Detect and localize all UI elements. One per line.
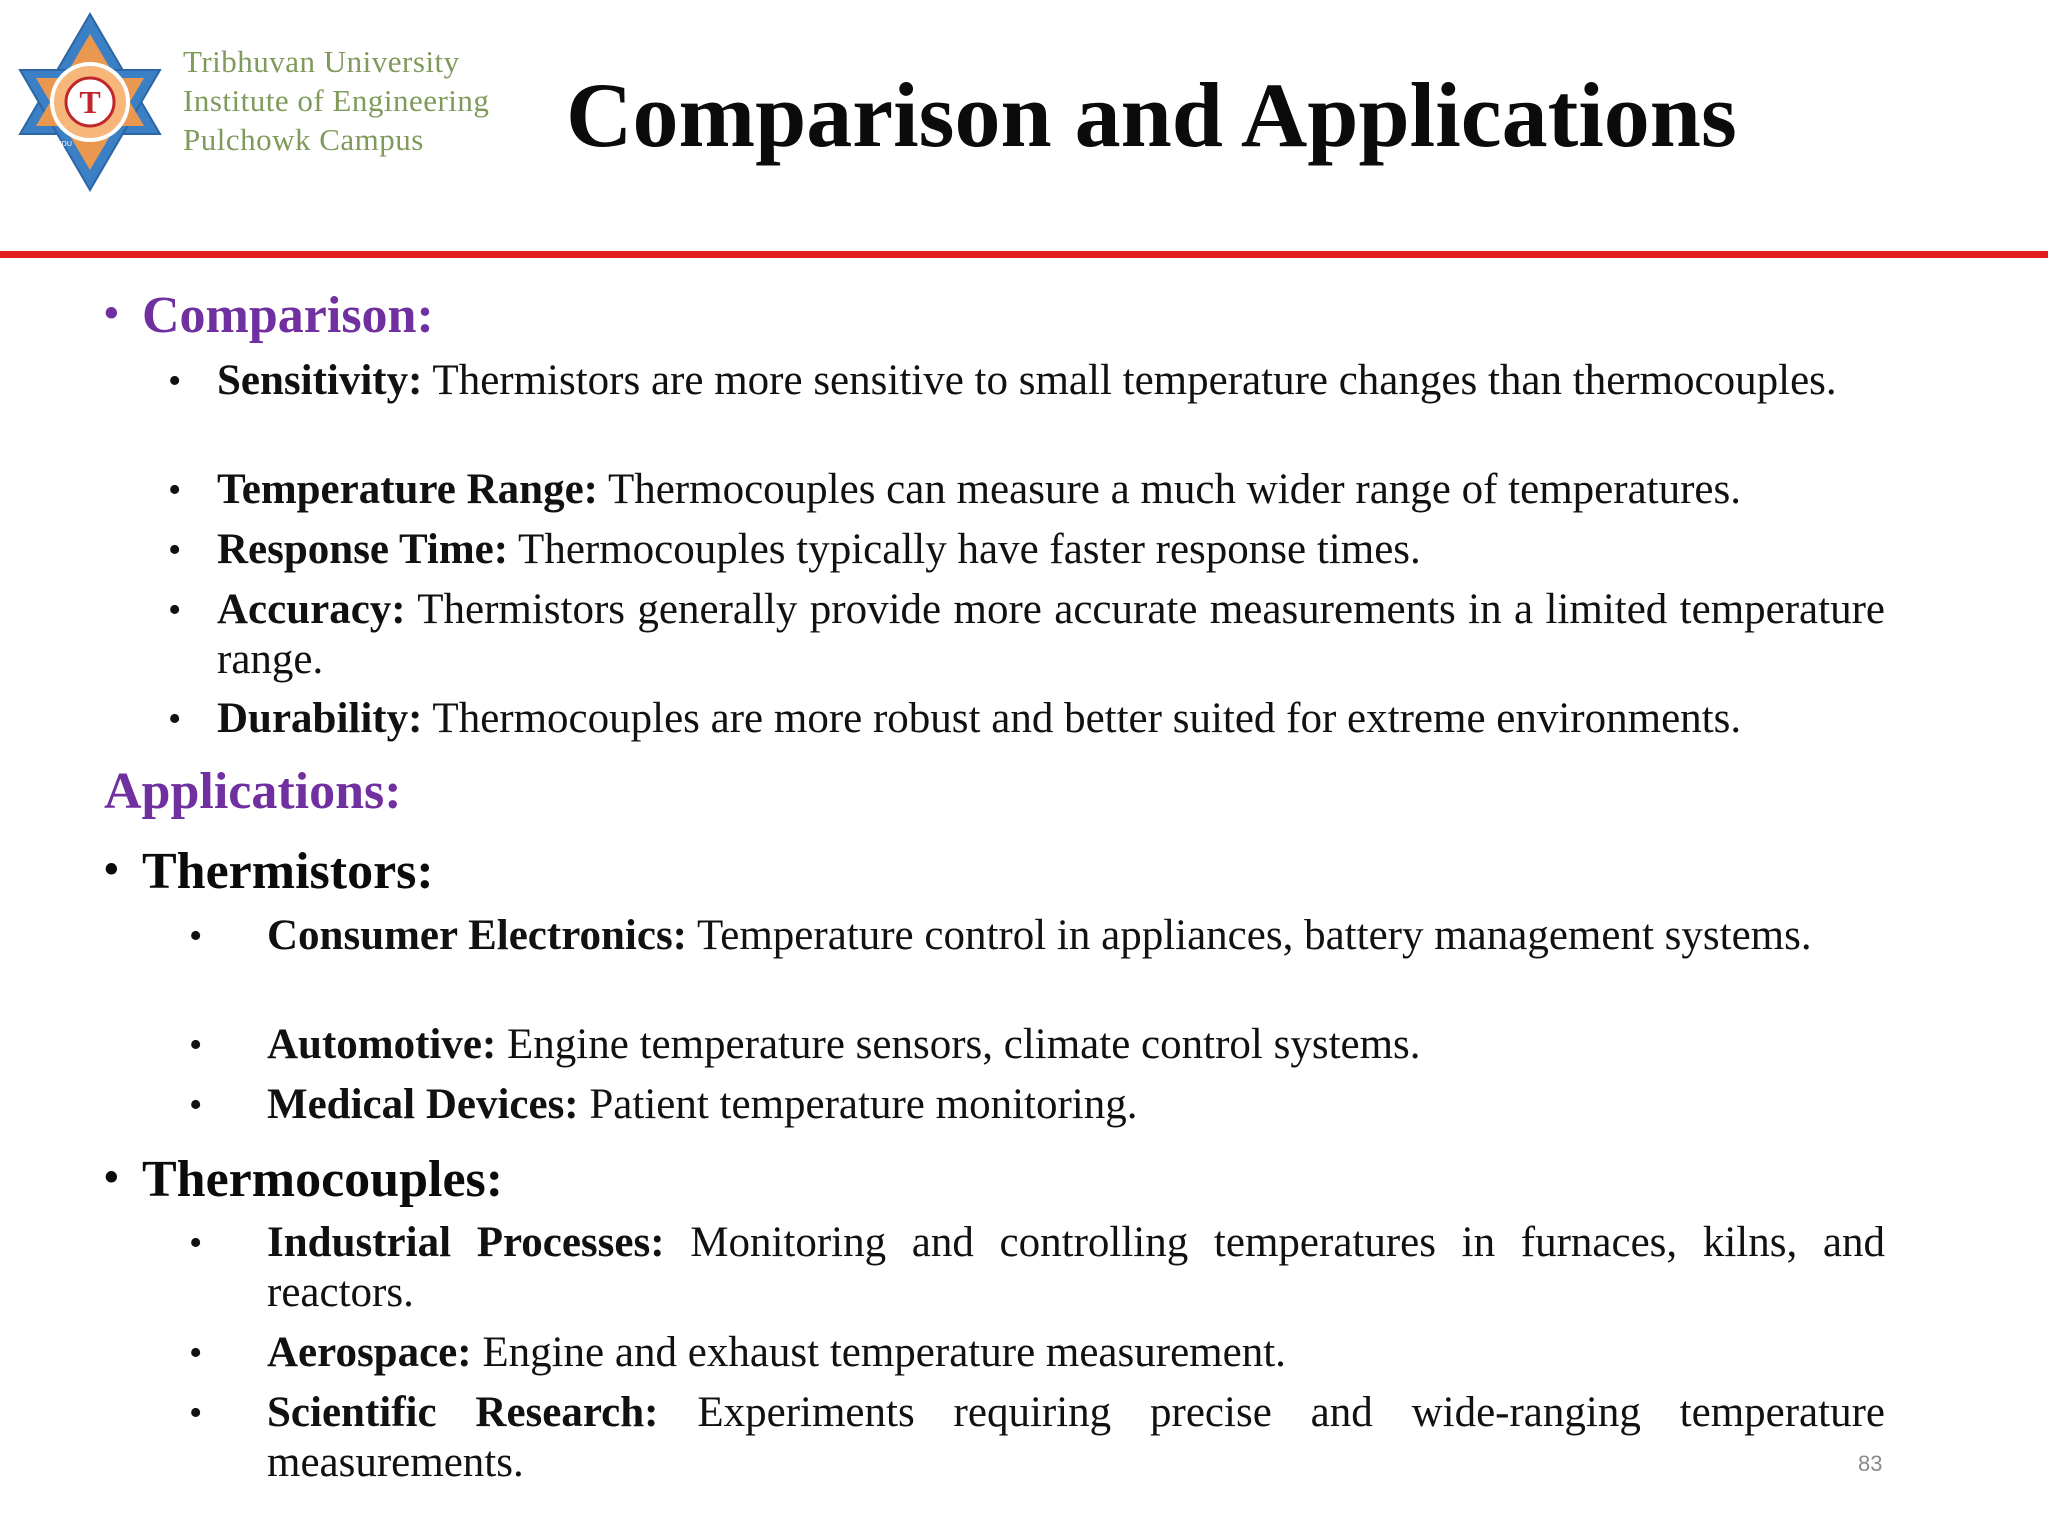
item-text: Patient temperature monitoring. — [578, 1081, 1138, 1128]
item-text: Engine temperature sensors, climate control systems. — [496, 1021, 1421, 1068]
bullet-icon: • — [189, 1392, 203, 1434]
thermistor-application-item — [189, 1020, 1885, 1070]
comparison-item — [168, 356, 1885, 406]
bullet-icon: • — [189, 1332, 203, 1374]
comparison-item — [168, 525, 1885, 575]
bullet-icon: • — [189, 1024, 203, 1066]
thermistor-application-item — [189, 911, 1885, 961]
logo-letter: T — [79, 84, 101, 120]
thermistors-heading-text: Thermistors: — [142, 843, 434, 900]
item-term: Medical Devices: — [267, 1081, 579, 1128]
slide-title: Comparison and Applications — [566, 64, 1737, 166]
item-term: Aerospace: — [267, 1329, 472, 1376]
item-term: Scientific Research: — [267, 1389, 659, 1436]
bullet-icon: • — [189, 915, 203, 957]
bullet-icon: • — [168, 360, 182, 402]
university-line-2: Institute of Engineering — [183, 83, 490, 118]
item-term: Durability: — [217, 695, 423, 742]
item-term: Industrial Processes: — [267, 1219, 665, 1266]
bullet-icon: • — [189, 1222, 203, 1264]
bullet-icon: • — [168, 469, 182, 511]
item-text: Thermistors are more sensitive to small temperature changes than thermocouples. — [422, 357, 1837, 404]
thermistor-application-item — [189, 1080, 1885, 1130]
logo-ring-label-right: NEPAL — [122, 141, 146, 148]
item-text: Thermistors generally provide more accurate measurements in a limited temperature range. — [217, 586, 1885, 683]
bullet-icon: • — [104, 847, 119, 893]
thermocouple-application-item — [189, 1328, 1885, 1378]
bullet-icon: • — [168, 589, 182, 631]
applications-heading: Applications: — [104, 763, 402, 820]
university-line-1: Tribhuvan University — [183, 44, 460, 79]
bullet-icon: • — [168, 698, 182, 740]
item-text: Thermocouples can measure a much wider range of temperatures. — [597, 466, 1741, 513]
item-text: Thermocouples are more robust and better suited for extreme environments. — [422, 695, 1742, 742]
item-term: Consumer Electronics: — [267, 912, 688, 959]
comparison-item — [168, 585, 1885, 685]
item-text: Thermocouples typically have faster response times. — [508, 526, 1421, 573]
comparison-heading-text: Comparison: — [142, 287, 434, 344]
bullet-icon: • — [189, 1084, 203, 1126]
item-term: Automotive: — [267, 1021, 497, 1068]
item-term: Response Time: — [217, 526, 509, 573]
thermocouples-heading-text: Thermocouples: — [142, 1151, 504, 1208]
comparison-item — [168, 694, 1917, 744]
thermocouple-application-item — [189, 1388, 1885, 1488]
logo-ring-label-left: KATHMANDU — [28, 141, 72, 148]
comparison-item — [168, 465, 1917, 515]
item-text: Temperature control in appliances, battery management systems. — [687, 912, 1812, 959]
item-term: Accuracy: — [217, 586, 406, 633]
item-term: Sensitivity: — [217, 357, 423, 404]
bullet-icon: • — [104, 291, 119, 337]
page-number: 83 — [1858, 1451, 1883, 1476]
item-text: Monitoring and controlling temperatures in furnaces, kilns, and reactors. — [267, 1219, 1885, 1316]
item-text: Experiments requiring precise and wide-ranging temperature measurements. — [267, 1389, 1885, 1486]
bullet-icon: • — [168, 529, 182, 571]
university-line-3: Pulchowk Campus — [183, 122, 424, 157]
item-text: Engine and exhaust temperature measurement. — [471, 1329, 1286, 1376]
item-term: Temperature Range: — [217, 466, 598, 513]
thermocouple-application-item — [189, 1218, 1885, 1318]
bullet-icon: • — [104, 1155, 119, 1201]
